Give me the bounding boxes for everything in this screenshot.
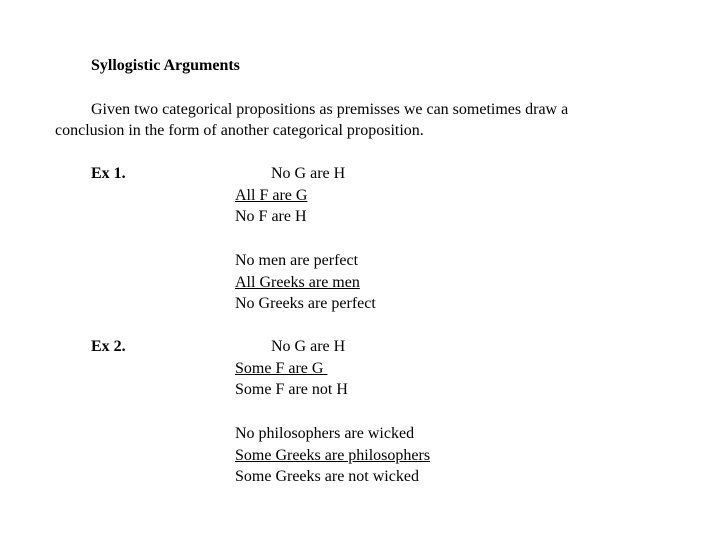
minor-premise: All Greeks are men — [235, 273, 360, 291]
example-1-label: Ex 1. — [91, 165, 126, 182]
example-2-concrete-syllogism — [235, 423, 430, 488]
minor-premise: All F are G — [235, 186, 308, 204]
example-1-concrete-syllogism — [235, 250, 376, 315]
minor-premise: Some Greeks are philosophers — [235, 446, 431, 464]
conclusion: Some Greeks are not wicked — [235, 468, 419, 485]
major-premise: No G are H — [271, 338, 346, 355]
intro-line-2: conclusion in the form of another categorical proposition. — [55, 122, 424, 139]
major-premise: No G are H — [271, 165, 346, 182]
major-premise: No philosophers are wicked — [235, 425, 415, 442]
example-2-label: Ex 2. — [91, 338, 126, 355]
conclusion: No F are H — [235, 208, 307, 225]
example-2-abstract-syllogism — [235, 336, 348, 401]
conclusion: No Greeks are perfect — [235, 295, 376, 312]
intro-line-1: Given two categorical propositions as premisses we can sometimes draw a — [91, 101, 569, 118]
major-premise: No men are perfect — [235, 252, 359, 269]
page-title: Syllogistic Arguments — [91, 57, 240, 74]
example-1-abstract-syllogism — [235, 163, 345, 228]
minor-premise: Some F are G — [235, 359, 328, 377]
conclusion: Some F are not H — [235, 381, 348, 398]
